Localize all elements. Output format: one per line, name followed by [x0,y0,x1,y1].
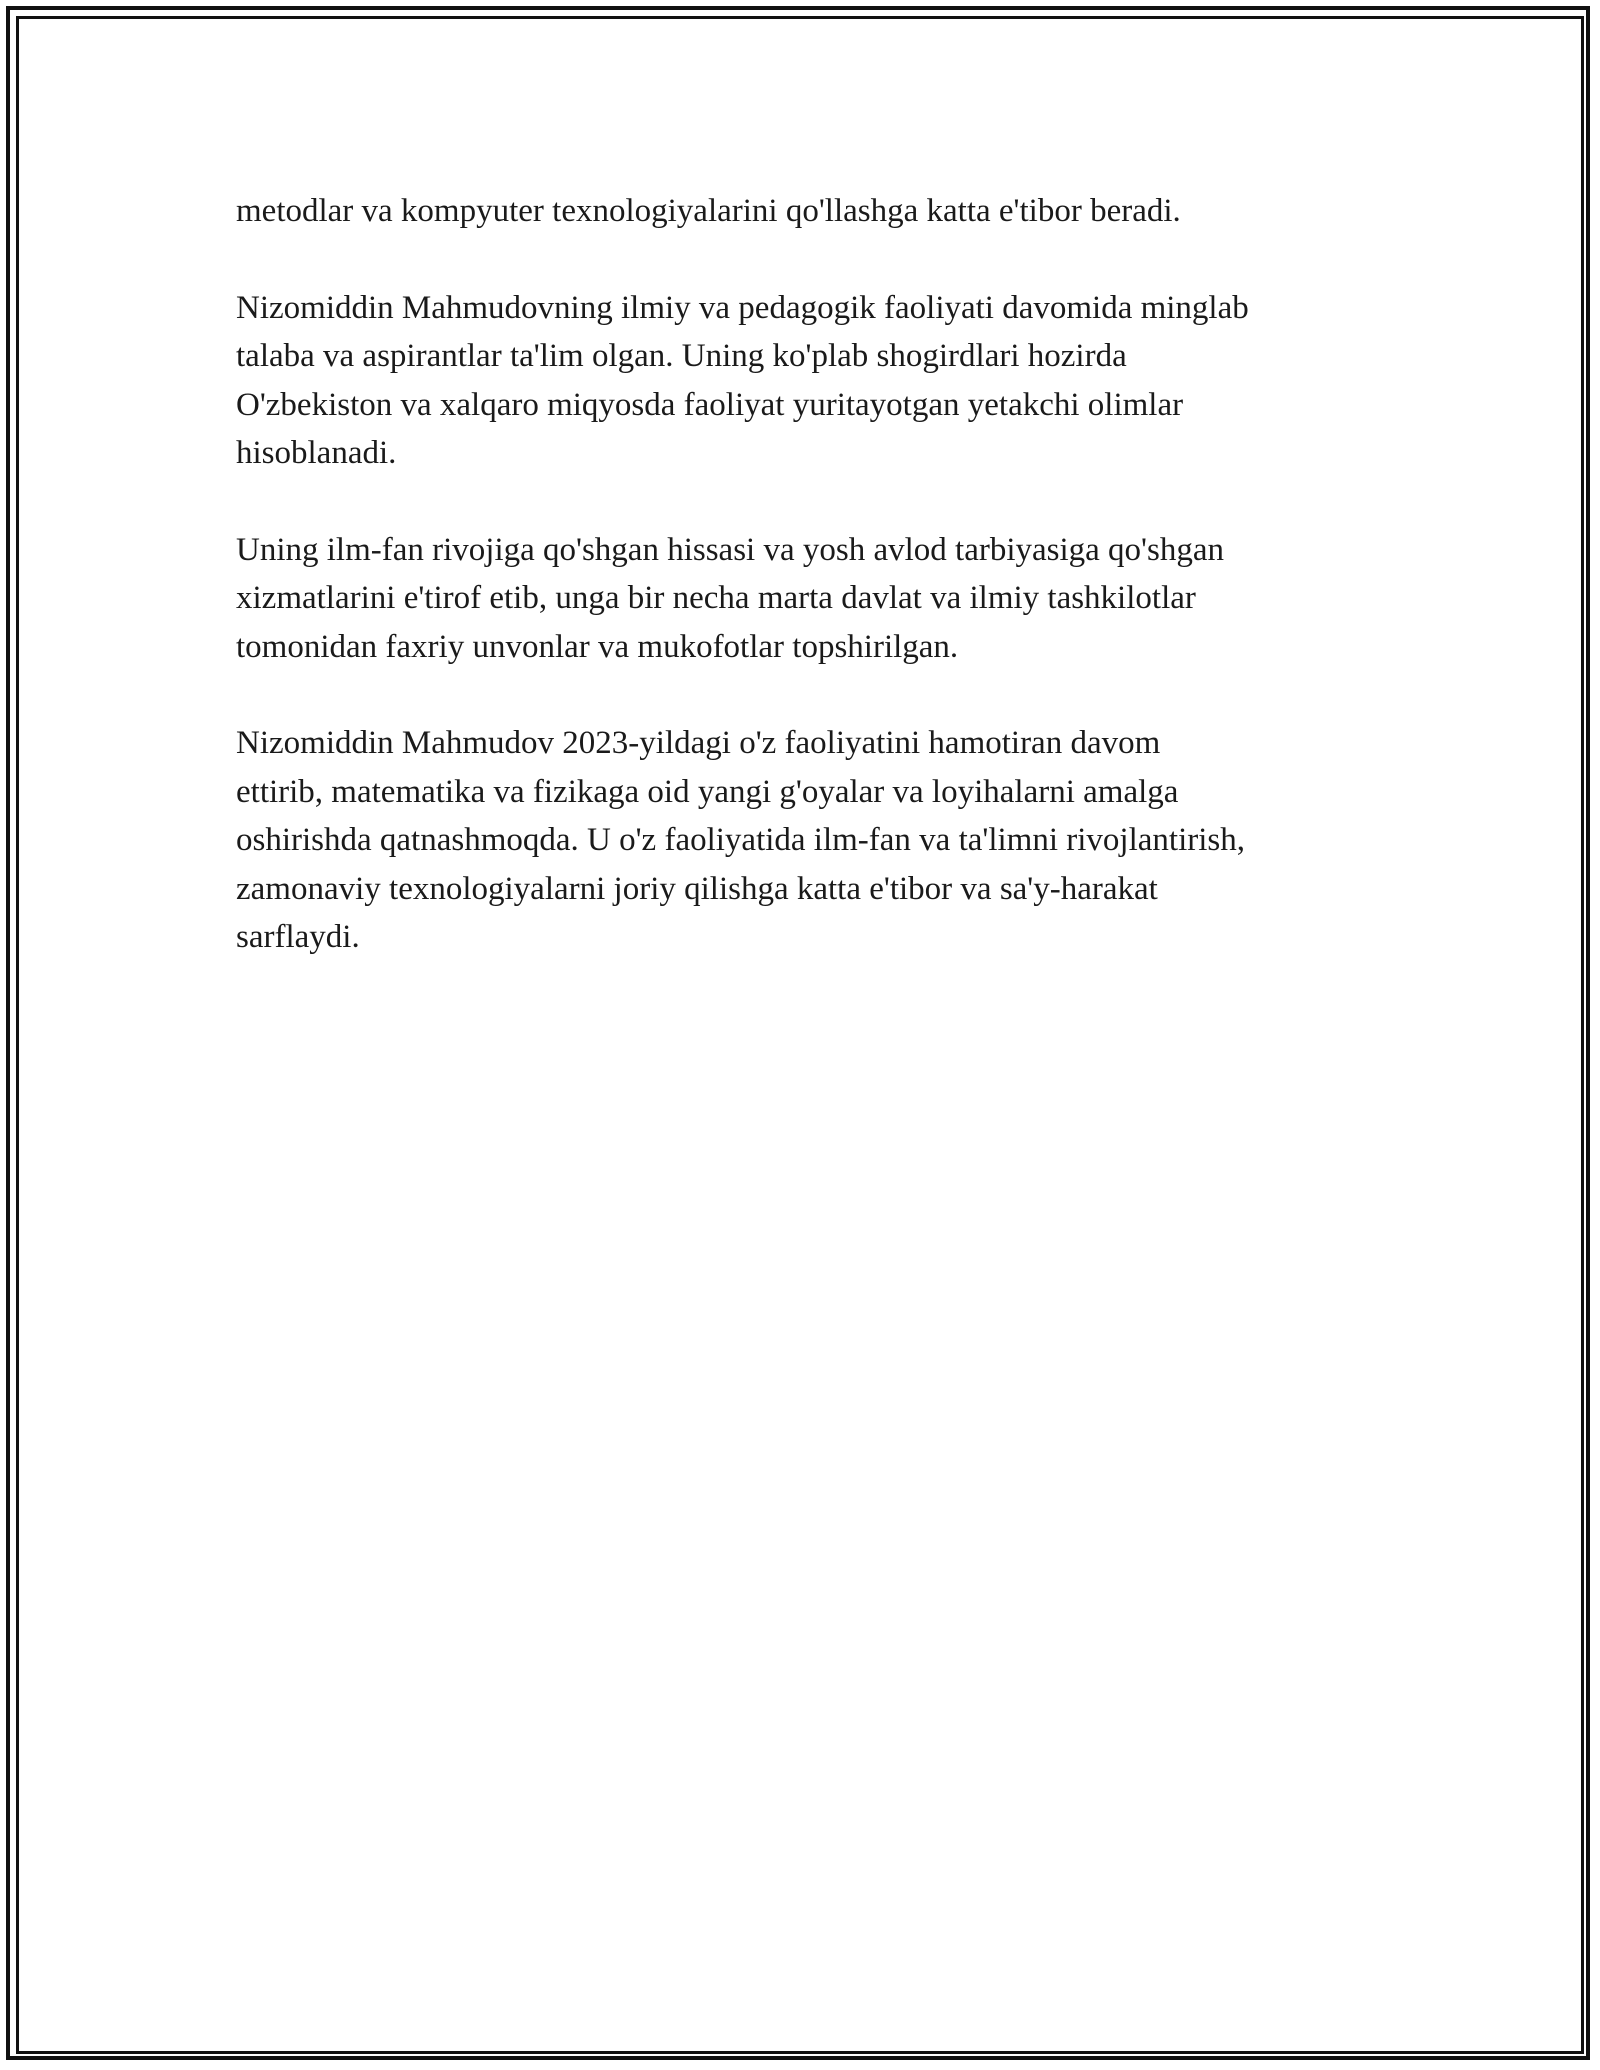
document-body [236,187,1376,1010]
paragraph-line: metodlar va kompyuter texnologiyalarini qo'llashga katta e'tibor beradi. [236,193,1181,229]
paragraph-line: ettirib, matematika va fizikaga oid yangi g'oyalar va loyihalarni amalga [236,773,1179,810]
paragraph-line: O'zbekiston va xalqaro miqyosda faoliyat yuritayotgan yetakchi olimlar [236,386,1184,423]
paragraph-line: xizmatlarini e'tirof etib, unga bir necha marta davlat va ilmiy tashkilotlar [236,580,1196,616]
paragraph-line: oshirishda qatnashmoqda. U o'z faoliyatida ilm-fan va ta'limni rivojlantirish, [236,822,1245,858]
paragraph-2 [236,284,1376,478]
paragraph-line: sarflaydi. [236,919,360,955]
paragraph-line: tomonidan faxriy unvonlar va mukofotlar topshirilgan. [236,628,959,665]
paragraph-line: hisoblanadi. [236,435,397,471]
paragraph-3 [236,526,1376,672]
paragraph-4 [236,719,1376,962]
paragraph-line: Nizomiddin Mahmudovning ilmiy va pedagogik faoliyati davomida minglab [236,289,1249,326]
paragraph-line: talaba va aspirantlar ta'lim olgan. Uning ko'plab shogirdlari hozirda [236,338,1127,374]
paragraph-1 [236,187,1376,236]
paragraph-line: zamonaviy texnologiyalarni joriy qilishga katta e'tibor va sa'y-harakat [236,870,1158,907]
paragraph-line: Nizomiddin Mahmudov 2023-yildagi o'z faoliyatini hamotiran davom [236,725,1161,761]
paragraph-line: Uning ilm-fan rivojiga qo'shgan hissasi va yosh avlod tarbiyasiga qo'shgan [236,531,1224,568]
